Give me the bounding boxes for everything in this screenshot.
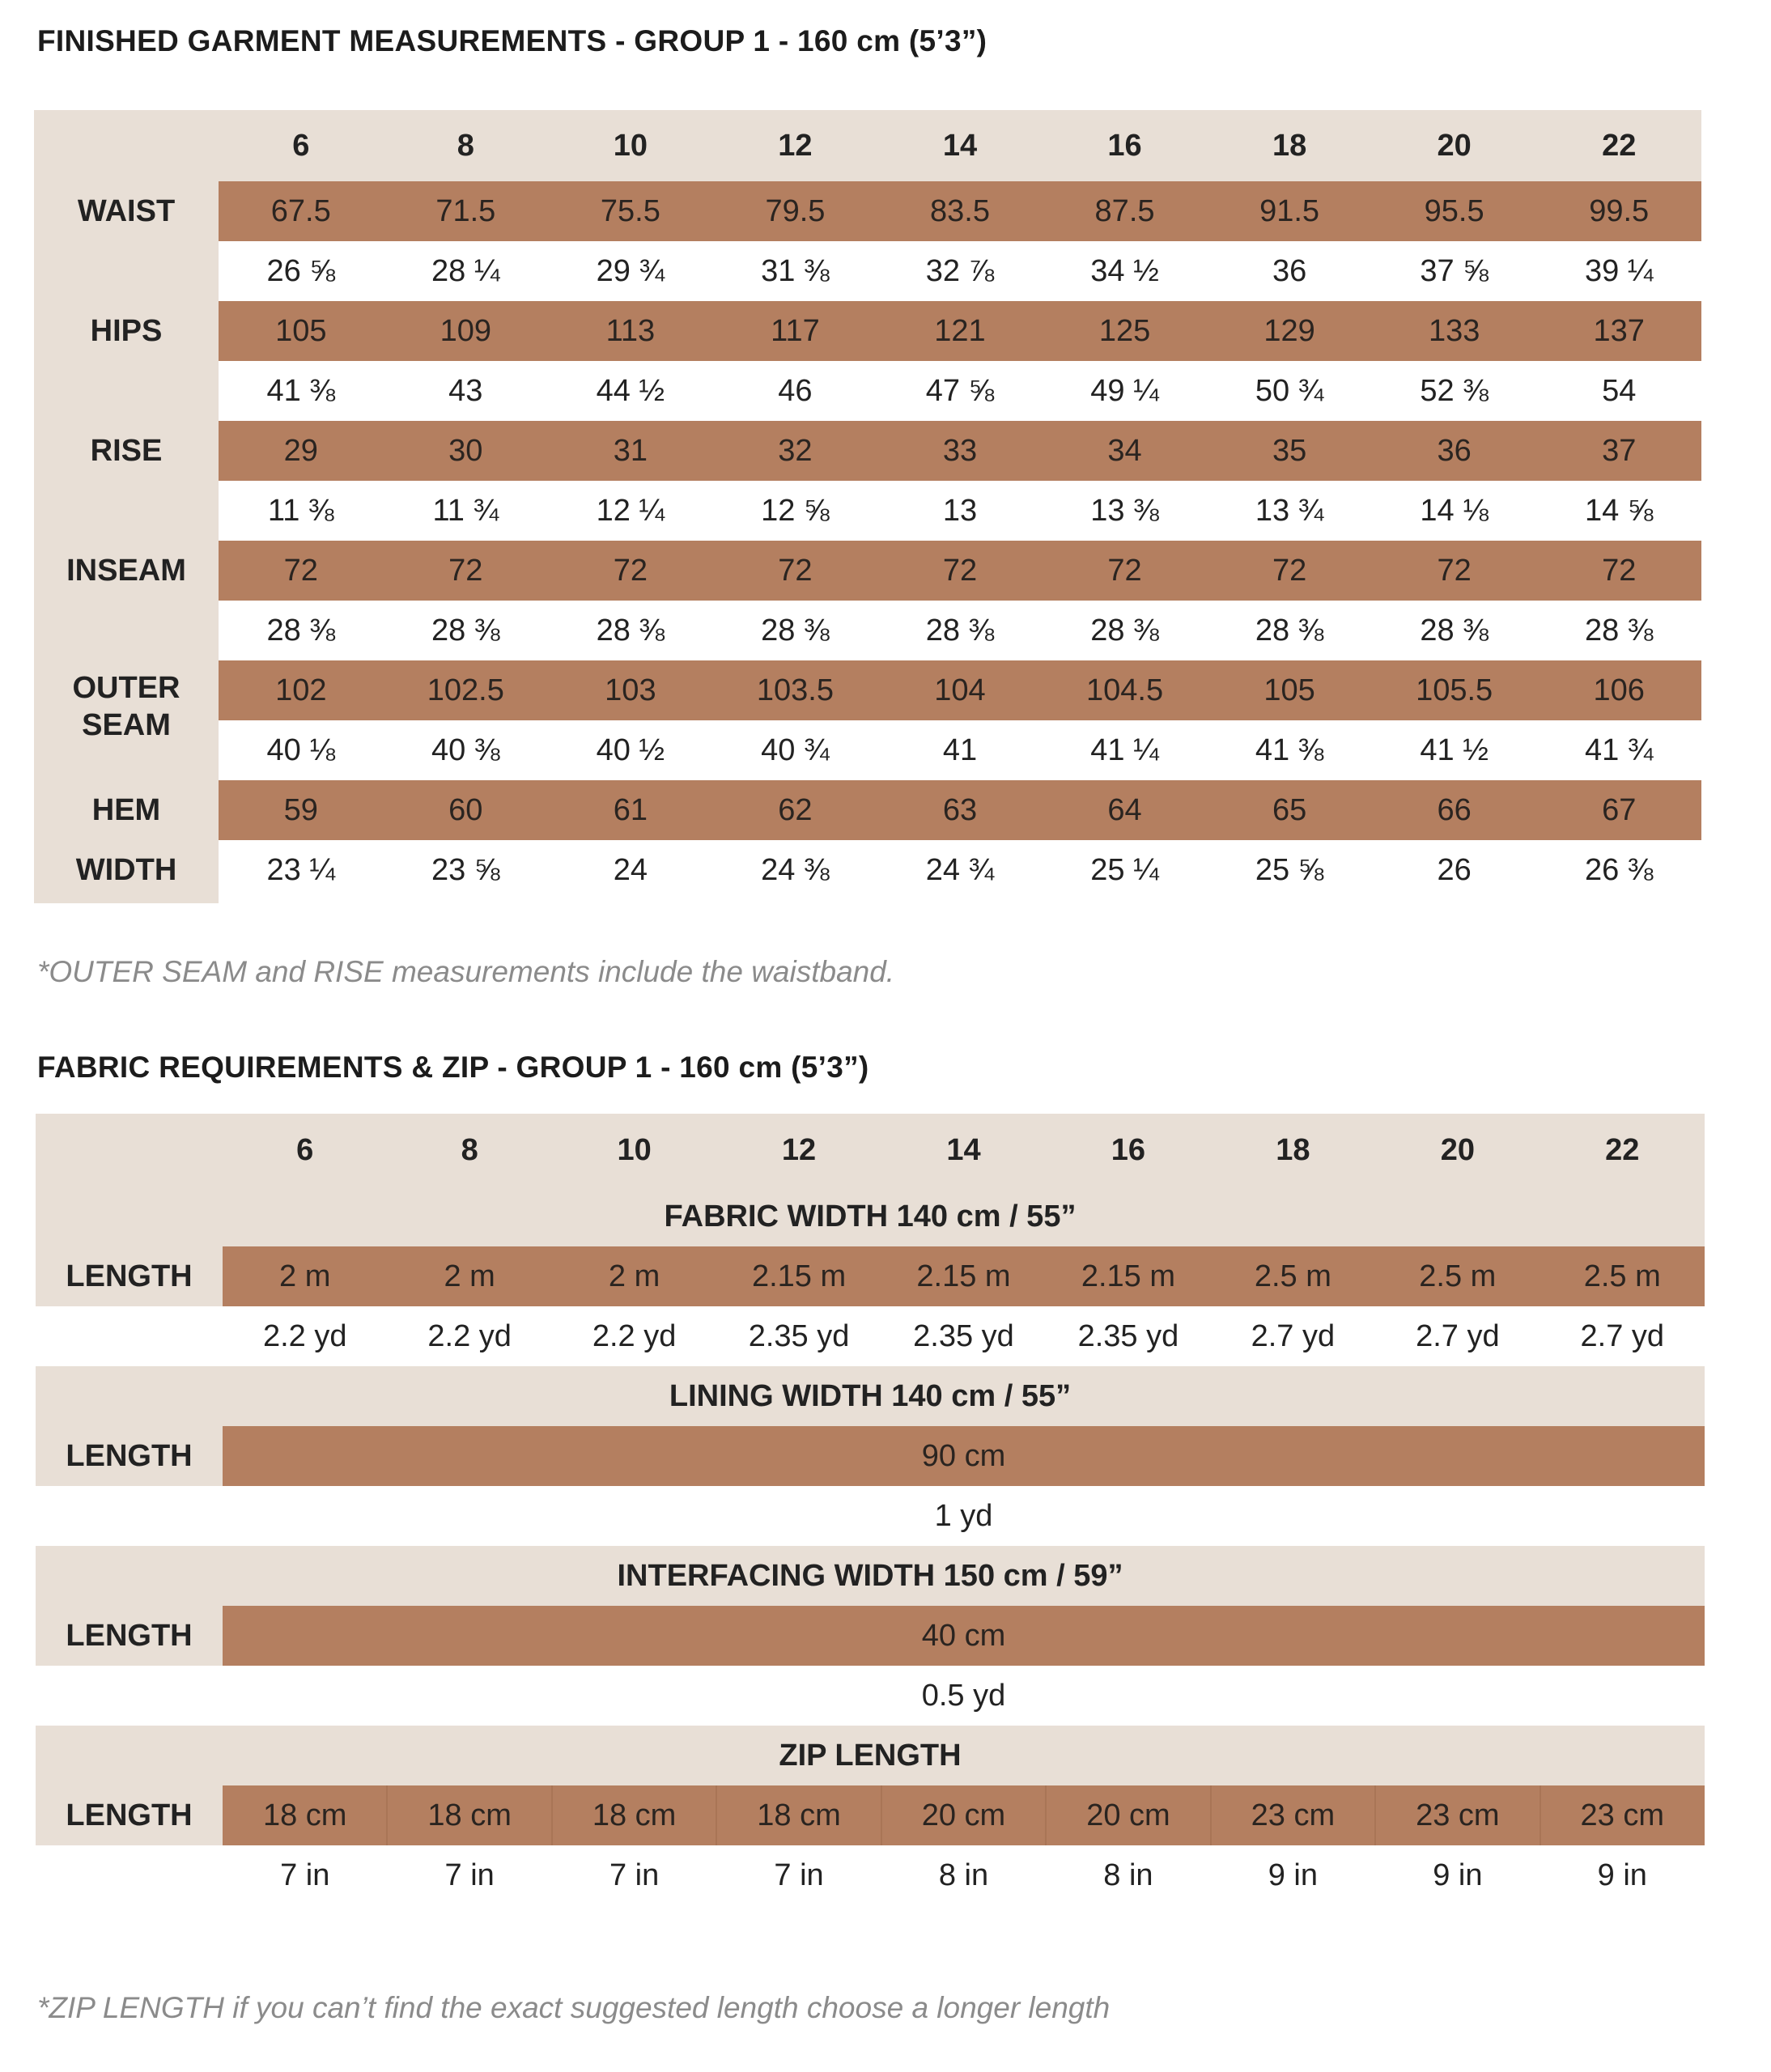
measurements-note: *OUTER SEAM and RISE measurements include the waistband. [37,955,895,988]
imperial-cell: 39 ¼ [1584,253,1654,288]
imperial-cell: 24 ¾ [925,852,995,887]
imperial-cell: 44 ½ [596,373,665,408]
metric-cell: 36 [1437,433,1472,468]
imperial-cell: 47 ⅝ [925,373,995,408]
row-label: WAIST [77,194,176,228]
size-header-cell: 20 [1437,128,1472,163]
row-label-line2: WIDTH [75,853,177,887]
metric-cell: 37 [1602,433,1637,468]
row-label-line1: HEM [91,793,161,827]
metric-cell: 102.5 [427,673,504,707]
imperial-cell: 9 in [1433,1858,1483,1892]
metric-cell: 30 [448,433,483,468]
imperial-cell: 40 ¾ [761,732,830,767]
size-header-cell: 12 [778,128,813,163]
metric-cell: 35 [1272,433,1307,468]
section-title: LINING WIDTH 140 cm / 55” [669,1379,1072,1413]
size-header-cell: 14 [942,128,978,163]
metric-cell: 20 cm [921,1798,1006,1832]
imperial-cell: 2.35 yd [913,1318,1014,1353]
size-header-cell: 8 [461,1132,478,1167]
imperial-cell: 34 ½ [1090,253,1159,288]
size-header-cell: 22 [1602,128,1637,163]
metric-cell: 40 cm [921,1618,1006,1653]
imperial-cell: 7 in [609,1858,660,1892]
imperial-cell: 32 ⅞ [925,253,995,288]
imperial-cell: 23 ¼ [266,852,336,887]
metric-cell: 90 cm [921,1438,1006,1473]
imperial-cell: 52 ⅜ [1420,373,1489,408]
imperial-cell: 7 in [774,1858,824,1892]
size-header-cell: 22 [1605,1132,1640,1167]
metric-cell: 95.5 [1424,193,1484,228]
metric-cell: 67 [1602,792,1637,827]
imperial-cell: 28 ⅜ [431,613,500,648]
imperial-cell: 41 ⅜ [1255,732,1324,767]
imperial-cell: 28 ¼ [431,253,500,288]
imperial-cell: 12 ¼ [596,493,665,528]
metric-cell: 59 [283,792,318,827]
metric-cell: 72 [1107,553,1142,588]
metric-cell: 2.5 m [1254,1259,1331,1293]
metric-cell: 2.5 m [1419,1259,1497,1293]
size-header-cell: 10 [617,1132,652,1167]
imperial-cell: 13 [942,493,978,528]
imperial-cell: 8 in [1103,1858,1153,1892]
imperial-cell: 9 in [1597,1858,1647,1892]
metric-cell: 72 [613,553,648,588]
imperial-cell: 41 [942,732,978,767]
size-header-cell: 6 [296,1132,314,1167]
metric-cell: 60 [448,792,483,827]
metric-cell: 103 [605,673,656,707]
metric-cell: 99.5 [1589,193,1650,228]
metric-cell: 103.5 [756,673,834,707]
size-header-cell: 12 [781,1132,817,1167]
imperial-cell: 2.7 yd [1416,1318,1500,1353]
metric-cell: 87.5 [1094,193,1155,228]
length-label: LENGTH [66,1439,193,1473]
imperial-cell: 37 ⅝ [1420,253,1489,288]
imperial-cell: 26 ⅝ [266,253,336,288]
metric-cell: 72 [1437,553,1472,588]
fabric-title: FABRIC REQUIREMENTS & ZIP - GROUP 1 - 160 cm (5’3”) [37,1051,869,1084]
imperial-cell: 31 ⅜ [761,253,830,288]
imperial-cell: 2.35 yd [1077,1318,1179,1353]
imperial-cell: 25 ¼ [1090,852,1159,887]
size-header-cell: 10 [613,128,648,163]
metric-cell: 2.5 m [1583,1259,1661,1293]
fabric-note: *ZIP LENGTH if you can’t find the exact suggested length choose a longer length [37,1991,1111,2024]
metric-cell: 63 [942,792,978,827]
metric-cell: 18 cm [427,1798,512,1832]
metric-cell: 104.5 [1085,673,1164,707]
imperial-cell: 2.7 yd [1251,1318,1336,1353]
imperial-cell: 41 ⅜ [266,373,336,408]
size-header-cell: 8 [457,128,474,163]
metric-cell: 2 m [279,1259,331,1293]
imperial-cell: 46 [778,373,813,408]
size-header-cell: 14 [946,1132,981,1167]
imperial-cell: 14 ⅛ [1420,493,1489,528]
size-header-cell: 18 [1272,128,1307,163]
imperial-cell: 49 ¼ [1090,373,1159,408]
imperial-cell: 13 ¾ [1255,493,1324,528]
metric-cell: 72 [1272,553,1307,588]
metric-cell: 105.5 [1416,673,1493,707]
imperial-cell: 50 ¾ [1255,373,1324,408]
metric-cell: 72 [283,553,318,588]
imperial-cell: 11 ¾ [432,493,499,528]
size-header-cell: 6 [292,128,310,163]
length-label: LENGTH [66,1259,193,1293]
imperial-cell: 14 ⅝ [1584,493,1654,528]
metric-cell: 104 [934,673,986,707]
metric-cell: 133 [1428,313,1480,348]
metric-cell: 29 [283,433,318,468]
metric-cell: 72 [448,553,483,588]
row-label-line1: OUTER [72,671,180,705]
imperial-cell: 28 ⅜ [596,613,665,648]
metric-cell: 105 [275,313,327,348]
imperial-cell: 40 ⅜ [431,732,500,767]
imperial-cell: 41 ½ [1420,732,1489,767]
size-header-cell: 18 [1276,1132,1310,1167]
metric-cell: 75.5 [600,193,660,228]
metric-cell: 106 [1593,673,1645,707]
imperial-cell: 41 ¼ [1090,732,1159,767]
metric-cell: 61 [613,792,648,827]
metric-cell: 102 [275,673,327,707]
metric-cell: 20 cm [1086,1798,1170,1832]
section-title: FABRIC WIDTH 140 cm / 55” [664,1199,1077,1233]
imperial-cell: 28 ⅜ [1420,613,1489,648]
metric-cell: 33 [942,433,978,468]
imperial-cell: 28 ⅜ [266,613,336,648]
imperial-cell: 2.2 yd [262,1318,347,1353]
imperial-cell: 12 ⅝ [761,493,830,528]
metric-cell: 23 cm [1416,1798,1500,1832]
metric-cell: 67.5 [270,193,331,228]
imperial-cell: 7 in [444,1858,495,1892]
metric-cell: 62 [778,792,813,827]
imperial-cell: 23 ⅝ [431,852,500,887]
imperial-cell: 54 [1602,373,1637,408]
row-label: INSEAM [66,554,186,588]
metric-cell: 64 [1107,792,1142,827]
imperial-cell: 1 yd [934,1498,993,1533]
imperial-cell: 2.35 yd [748,1318,850,1353]
metric-cell: 66 [1437,792,1472,827]
metric-cell: 71.5 [435,193,496,228]
metric-cell: 125 [1098,313,1151,348]
imperial-cell: 13 ⅜ [1090,493,1159,528]
metric-cell: 72 [942,553,978,588]
imperial-cell: 28 ⅜ [1584,613,1654,648]
imperial-cell: 28 ⅜ [1090,613,1159,648]
metric-cell: 91.5 [1259,193,1320,228]
metric-cell: 23 cm [1580,1798,1664,1832]
imperial-cell: 25 ⅝ [1255,852,1324,887]
section-title: INTERFACING WIDTH 150 cm / 59” [617,1559,1123,1593]
metric-cell: 137 [1593,313,1645,348]
imperial-cell: 24 [613,852,648,887]
imperial-cell: 40 ½ [596,732,665,767]
metric-cell: 18 cm [757,1798,841,1832]
metric-cell: 2 m [444,1259,495,1293]
metric-cell: 72 [778,553,813,588]
size-header-cell: 16 [1107,128,1142,163]
imperial-cell: 26 [1437,852,1472,887]
metric-cell: 121 [934,313,986,348]
imperial-cell: 8 in [938,1858,989,1892]
metric-cell: 117 [771,313,820,348]
metric-cell: 2 m [608,1259,660,1293]
metric-cell: 31 [613,433,648,468]
imperial-cell: 43 [448,373,483,408]
imperial-cell: 41 ¾ [1584,732,1654,767]
metric-cell: 32 [778,433,813,468]
metric-cell: 65 [1272,792,1307,827]
size-header-cell: 20 [1440,1132,1475,1167]
metric-cell: 79.5 [765,193,826,228]
metric-cell: 2.15 m [751,1259,847,1293]
metric-cell: 129 [1263,313,1315,348]
imperial-cell: 28 ⅜ [761,613,830,648]
metric-cell: 72 [1602,553,1637,588]
imperial-cell: 29 ¾ [596,253,665,288]
imperial-cell: 26 ⅜ [1584,852,1654,887]
imperial-cell: 24 ⅜ [761,852,830,887]
metric-cell: 18 cm [262,1798,347,1832]
measurements-title: FINISHED GARMENT MEASUREMENTS - GROUP 1 - 160 cm (5’3”) [37,24,987,57]
length-label: LENGTH [66,1619,193,1653]
section-title: ZIP LENGTH [779,1739,962,1773]
metric-cell: 105 [1263,673,1315,707]
imperial-cell: 11 ⅜ [267,493,334,528]
metric-cell: 109 [440,313,492,348]
size-header-cell: 16 [1111,1132,1146,1167]
imperial-cell: 40 ⅛ [266,732,336,767]
row-label-line2: SEAM [82,708,171,742]
metric-cell: 2.15 m [1081,1259,1176,1293]
length-label: LENGTH [66,1798,193,1832]
imperial-cell: 0.5 yd [921,1678,1006,1713]
metric-cell: 18 cm [592,1798,677,1832]
row-label: HIPS [90,314,163,348]
imperial-cell: 7 in [280,1858,330,1892]
imperial-cell: 2.2 yd [592,1318,677,1353]
imperial-cell: 28 ⅜ [925,613,995,648]
imperial-cell: 36 [1272,253,1307,288]
row-label: RISE [90,434,163,468]
imperial-cell: 28 ⅜ [1255,613,1324,648]
imperial-cell: 2.7 yd [1580,1318,1665,1353]
imperial-cell: 2.2 yd [427,1318,512,1353]
metric-cell: 34 [1107,433,1142,468]
metric-cell: 83.5 [930,193,990,228]
metric-cell: 23 cm [1251,1798,1336,1832]
metric-cell: 113 [605,313,656,348]
imperial-cell: 9 in [1268,1858,1319,1892]
metric-cell: 2.15 m [916,1259,1011,1293]
